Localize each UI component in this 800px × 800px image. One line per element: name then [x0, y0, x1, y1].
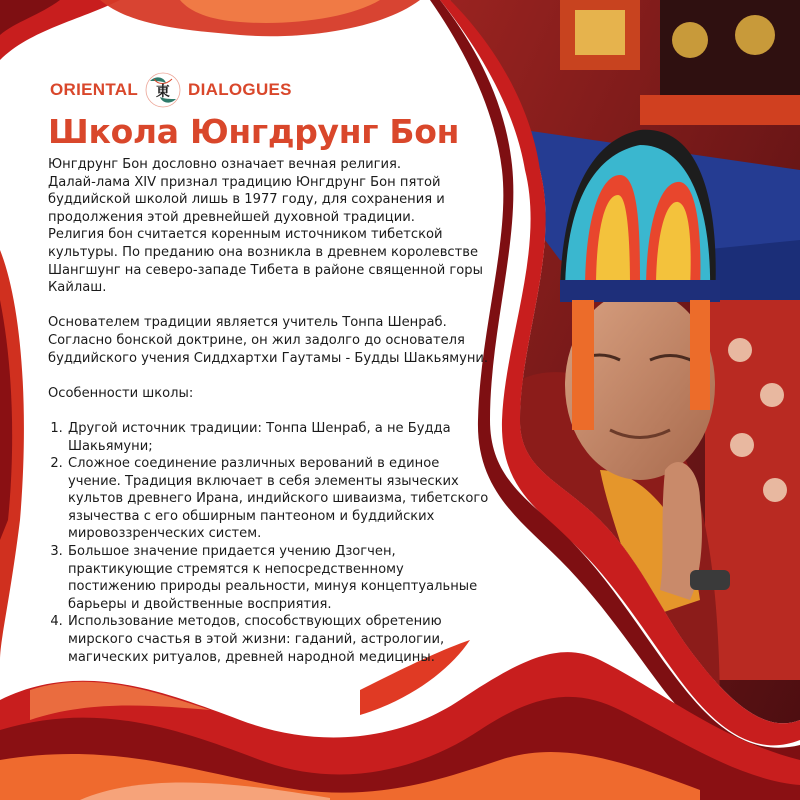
article-body: [48, 156, 528, 666]
list-item-text: 4. Использование методов, способствующих обретению мирского счастья в этой жизни: гаданий, астрологии, магических ритуалов, древней народной медицины.: [68, 614, 445, 665]
list-item: [67, 420, 528, 455]
brand-word-left: ORIENTAL: [50, 80, 139, 99]
list-item-text: 1. Другой источник традиции: Тонпа Шенраб, а не Будда Шакьямуни;: [68, 420, 451, 454]
list-item-text: 3. Большое значение придается учению Дзогчен, практикующие стремятся к непосредственному постижению природы реальности, минуя концептуальные барьеры и двойственные восприятия.: [68, 544, 478, 612]
list-item-text: 2. Сложное соединение различных верований в единое учение. Традиция включает в себя элементы языческих культов древнего Ирана, индийского шиваизма, тибетского язычества с его обширным пантеоном и буддийских мировоззренческих систем.: [68, 456, 489, 542]
crane-logo-icon: [144, 71, 182, 109]
list-item: [67, 455, 528, 543]
brand-header: [50, 72, 292, 108]
brand-word-right: DIALOGUES: [188, 80, 292, 99]
logo-glyph: 東: [155, 84, 171, 100]
features-list: [48, 420, 528, 666]
intro-paragraph: Юнгдрунг Бон дословно означает вечная религия. Далай-лама XIV признал традицию Юнгдрунг Бон пятой буддийской школой лишь в 1977 году, для сохранения и продолжения этой древнейшей духовной традиции. Религия бон считается коренным источником тибетской культуры. По преданию она возникла в древнем королевстве Шангшунг на северо-западе Тибета в районе священной горы Кайлаш.: [48, 157, 483, 296]
page-title: Школа Юнгдрунг Бон: [48, 112, 460, 151]
list-item: [67, 613, 528, 666]
features-heading: Особенности школы:: [48, 385, 194, 401]
list-item: [67, 543, 528, 613]
founder-paragraph: Основателем традиции является учитель Тонпа Шенраб. Согласно бонской доктрине, он жил задолго до основателя буддийского учения Сиддхартхи Гаутамы - Будды Шакьямуни.: [48, 315, 489, 366]
